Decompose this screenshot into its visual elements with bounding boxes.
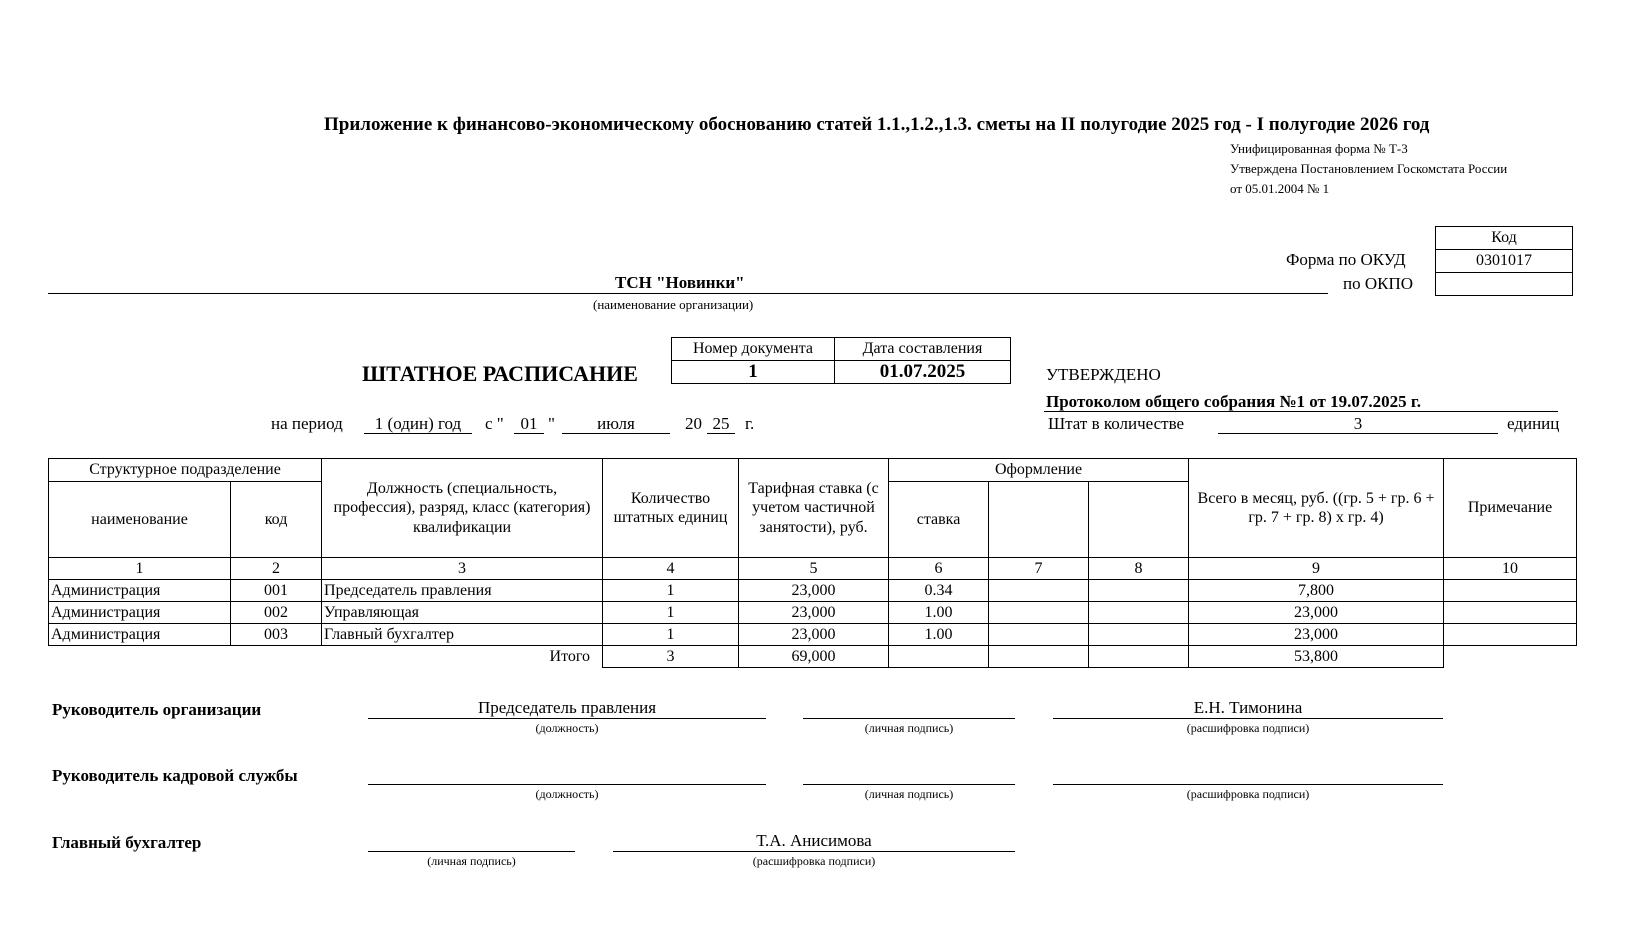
- row-name: Администрация: [49, 624, 231, 646]
- row-count: 1: [603, 624, 739, 646]
- doc-number: 1: [672, 361, 835, 384]
- head-position: Председатель правления: [477, 698, 657, 717]
- accountant-name-line: [613, 851, 1015, 852]
- organization-caption: (наименование организации): [593, 297, 754, 312]
- total-row: [49, 646, 1577, 668]
- header-rate: Тарифная ставка (с учетом частичной занятости), руб.: [739, 459, 889, 558]
- header-col7: [989, 482, 1089, 558]
- okud-value: 0301017: [1436, 250, 1573, 273]
- col-number: 10: [1444, 558, 1577, 580]
- hr-name-line: [1053, 784, 1443, 785]
- header-total: Всего в месяц, руб. ((гр. 5 + гр. 6 + гр. 7 + гр. 8) х гр. 4): [1189, 459, 1444, 558]
- total-label: Итого: [549, 648, 591, 666]
- protocol-underline: [1044, 411, 1558, 412]
- row-stavka: 1.00: [889, 602, 989, 624]
- header-name: наименование: [49, 482, 231, 558]
- total-sum: 53,800: [1189, 646, 1444, 668]
- okpo-value: [1436, 273, 1573, 296]
- doc-date: 01.07.2025: [835, 361, 1011, 384]
- col-number: 6: [889, 558, 989, 580]
- hr-position-line: [368, 784, 766, 785]
- total-col8: [1089, 646, 1189, 668]
- doc-date-label: Дата составления: [835, 338, 1011, 361]
- accountant-signature-line: [368, 851, 575, 852]
- period-duration-underline: [364, 433, 472, 434]
- head-signature-caption: (личная подпись): [864, 721, 954, 735]
- head-name-line: [1053, 718, 1443, 719]
- row-stavka: 0.34: [889, 580, 989, 602]
- approved-date-label: от 05.01.2004 № 1: [1230, 181, 1330, 196]
- col-number: 7: [989, 558, 1089, 580]
- period-quote: ": [548, 414, 555, 433]
- total-count: 3: [603, 646, 739, 668]
- row-position: Главный бухгалтер: [322, 624, 603, 646]
- unified-form-label: Унифицированная форма № Т-3: [1230, 141, 1408, 156]
- approval-protocol: Протоколом общего собрания №1 от 19.07.2025 г.: [1046, 392, 1421, 411]
- col-number: 1: [49, 558, 231, 580]
- row-code: 002: [231, 602, 322, 624]
- period-prefix: на период: [271, 414, 343, 433]
- total-col7: [989, 646, 1089, 668]
- okud-label: Форма по ОКУД: [1286, 250, 1406, 269]
- organization-name: ТСН "Новинки": [615, 273, 745, 292]
- total-rate: 69,000: [739, 646, 889, 668]
- doc-number-label: Номер документа: [672, 338, 835, 361]
- document-header-title: Приложение к финансово-экономическому обоснованию статей 1.1.,1.2.,1.3. сметы на II полугодие 2025 год - I полугодие 2026 год: [324, 114, 1430, 135]
- col-number: 9: [1189, 558, 1444, 580]
- table-row: [49, 602, 1577, 624]
- hr-signature-caption: (личная подпись): [864, 787, 954, 801]
- head-label: Руководитель организации: [52, 700, 262, 719]
- table-row: [49, 624, 1577, 646]
- period-century: 20: [685, 414, 702, 433]
- header-note: Примечание: [1444, 459, 1577, 558]
- period-month-underline: [562, 433, 670, 434]
- approval-label: УТВЕРЖДЕНО: [1046, 365, 1161, 384]
- row-col8: [1089, 602, 1189, 624]
- table-row: [49, 580, 1577, 602]
- row-name: Администрация: [49, 602, 231, 624]
- hr-decoding-caption: (расшифровка подписи): [1186, 787, 1310, 801]
- accountant-decoding-caption: (расшифровка подписи): [752, 854, 876, 868]
- hr-label: Руководитель кадровой службы: [52, 766, 298, 785]
- row-total: 23,000: [1189, 624, 1444, 646]
- row-count: 1: [603, 602, 739, 624]
- staff-units: единиц: [1507, 414, 1560, 433]
- row-col8: [1089, 624, 1189, 646]
- row-rate: 23,000: [739, 580, 889, 602]
- head-position-line: [368, 718, 766, 719]
- okpo-label: по ОКПО: [1343, 274, 1414, 293]
- row-col7: [989, 624, 1089, 646]
- row-total: 23,000: [1189, 602, 1444, 624]
- header-count: Количество штатных единиц: [603, 459, 739, 558]
- hr-position-caption: (должность): [535, 787, 599, 801]
- row-col7: [989, 580, 1089, 602]
- period-day: 01: [520, 414, 538, 433]
- row-count: 1: [603, 580, 739, 602]
- organization-underline: [48, 293, 1328, 294]
- row-note: [1444, 602, 1577, 624]
- header-code: код: [231, 482, 322, 558]
- accountant-signature-caption: (личная подпись): [427, 854, 516, 868]
- row-note: [1444, 580, 1577, 602]
- col-number: 4: [603, 558, 739, 580]
- head-signature-line: [803, 718, 1015, 719]
- accountant-label: Главный бухгалтер: [52, 833, 202, 852]
- header-allowances: Оформление: [889, 459, 1189, 482]
- col-number: 2: [231, 558, 322, 580]
- head-name: Е.Н. Тимонина: [1193, 698, 1303, 717]
- row-code: 003: [231, 624, 322, 646]
- row-col7: [989, 602, 1089, 624]
- period-day-underline: [514, 433, 544, 434]
- approved-by-label: Утверждена Постановлением Госкомстата России: [1230, 161, 1508, 176]
- head-position-caption: (должность): [535, 721, 599, 735]
- head-decoding-caption: (расшифровка подписи): [1186, 721, 1310, 735]
- period-duration: 1 (один) год: [374, 414, 462, 433]
- staff-table: [48, 458, 1577, 668]
- codes-head: Код: [1436, 227, 1573, 250]
- period-year-underline: [707, 433, 735, 434]
- row-name: Администрация: [49, 580, 231, 602]
- period-month: июля: [597, 414, 635, 433]
- row-stavka: 1.00: [889, 624, 989, 646]
- row-note: [1444, 624, 1577, 646]
- row-position: Председатель правления: [322, 580, 603, 602]
- staff-underline: [1218, 433, 1498, 434]
- header-col8: [1089, 482, 1189, 558]
- period-year: 25: [712, 414, 730, 433]
- document-title: ШТАТНОЕ РАСПИСАНИЕ: [362, 361, 638, 386]
- staff-label: Штат в количестве: [1048, 414, 1185, 433]
- period-suffix: г.: [745, 414, 755, 433]
- row-code: 001: [231, 580, 322, 602]
- col-number: 5: [739, 558, 889, 580]
- total-stavka: [889, 646, 989, 668]
- codes-table: [1435, 226, 1573, 296]
- period-from: с ": [485, 414, 504, 433]
- col-number: 3: [322, 558, 603, 580]
- row-rate: 23,000: [739, 602, 889, 624]
- row-total: 7,800: [1189, 580, 1444, 602]
- accountant-name: Т.А. Анисимова: [756, 831, 872, 850]
- row-rate: 23,000: [739, 624, 889, 646]
- document-number-table: [671, 337, 1011, 384]
- staff-count: 3: [1353, 414, 1363, 433]
- header-struct: Структурное подразделение: [49, 459, 322, 482]
- hr-signature-line: [803, 784, 1015, 785]
- header-position: Должность (специальность, профессия), разряд, класс (категория) квалификации: [322, 459, 603, 558]
- row-col8: [1089, 580, 1189, 602]
- col-number: 8: [1089, 558, 1189, 580]
- header-stavka: ставка: [889, 482, 989, 558]
- row-position: Управляющая: [322, 602, 603, 624]
